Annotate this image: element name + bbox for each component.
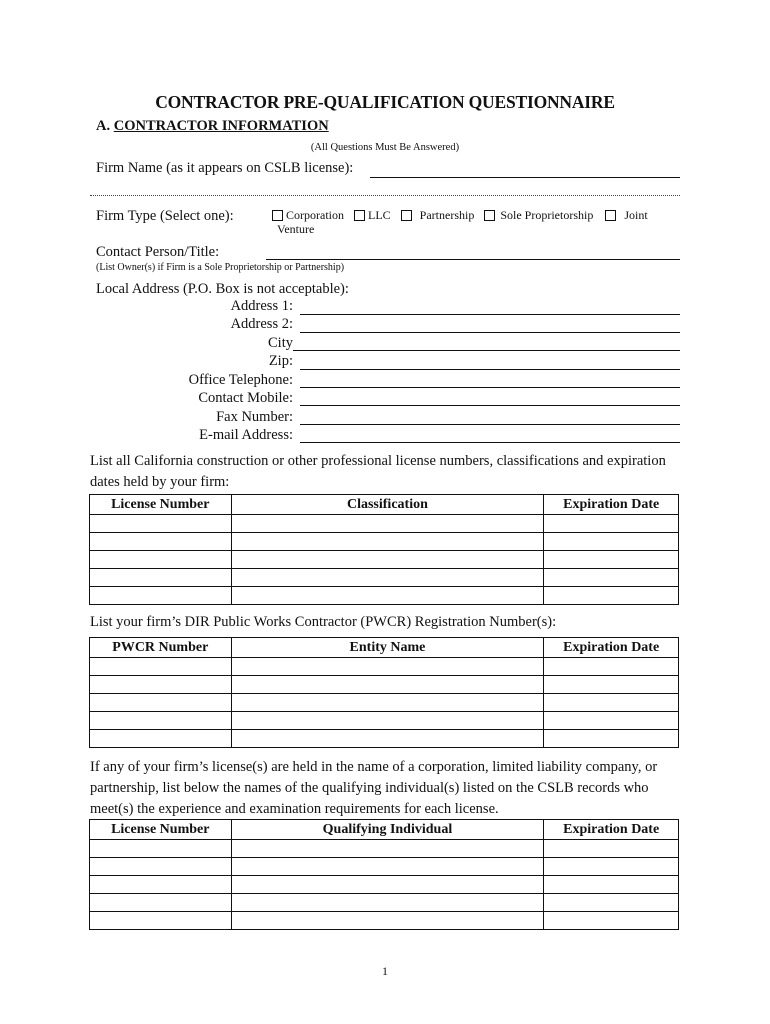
table-row bbox=[90, 840, 679, 858]
table-cell[interactable] bbox=[544, 587, 679, 605]
zip-label: Zip: bbox=[268, 353, 293, 369]
firm-name-continuation-line bbox=[90, 195, 680, 196]
table-cell[interactable] bbox=[90, 515, 232, 533]
firm-name-label: Firm Name (as it appears on CSLB license): bbox=[96, 160, 354, 176]
option-wrap-text: Venture bbox=[277, 222, 315, 236]
option-corporation[interactable]: Corporation bbox=[268, 208, 344, 223]
qualifier-table bbox=[89, 819, 679, 930]
option-sole-proprietorship[interactable]: Sole Proprietorship bbox=[478, 208, 593, 223]
table-cell[interactable] bbox=[544, 858, 679, 876]
section-name: CONTRACTOR INFORMATION bbox=[113, 118, 329, 134]
header-expiration-date: Expiration Date bbox=[544, 495, 679, 515]
table-cell[interactable] bbox=[90, 551, 232, 569]
city-input[interactable] bbox=[293, 334, 684, 354]
table-row bbox=[90, 712, 679, 730]
table-cell[interactable] bbox=[90, 712, 232, 730]
table-cell[interactable] bbox=[90, 876, 232, 894]
table-cell[interactable] bbox=[544, 840, 679, 858]
qualifier-intro: If any of your firm’s license(s) are held in the name of a corporation, limited liability company, or partnership, list below the names of the qualifying individual(s) listed on the CSLB records who meet(s) the experience and examination requirements for each license. bbox=[90, 759, 658, 817]
firm-type-options bbox=[268, 208, 648, 226]
table-header-row bbox=[90, 820, 679, 840]
table-cell[interactable] bbox=[544, 894, 679, 912]
table-row bbox=[90, 858, 679, 876]
header-classification: Classification bbox=[231, 495, 544, 515]
header-license-number: License Number bbox=[90, 495, 232, 515]
license-table bbox=[89, 494, 679, 605]
table-cell[interactable] bbox=[231, 694, 544, 712]
table-cell[interactable] bbox=[544, 569, 679, 587]
pwcr-intro: List your firm’s DIR Public Works Contractor (PWCR) Registration Number(s): bbox=[90, 614, 557, 630]
table-row bbox=[90, 569, 679, 587]
office-telephone-input[interactable] bbox=[300, 371, 684, 391]
table-cell[interactable] bbox=[231, 858, 544, 876]
table-cell[interactable] bbox=[90, 587, 232, 605]
table-cell[interactable] bbox=[231, 894, 544, 912]
contact-mobile-label: Contact Mobile: bbox=[198, 390, 293, 406]
table-row bbox=[90, 533, 679, 551]
checkbox-partnership[interactable] bbox=[401, 210, 412, 221]
office-telephone-label: Office Telephone: bbox=[188, 372, 293, 388]
local-address-label: Local Address (P.O. Box is not acceptable): bbox=[96, 281, 349, 297]
checkbox-joint-venture[interactable] bbox=[605, 210, 616, 221]
table-cell[interactable] bbox=[544, 533, 679, 551]
table-row bbox=[90, 587, 679, 605]
section-letter: A. bbox=[96, 118, 111, 134]
section-heading bbox=[96, 118, 329, 135]
header-expiration-date: Expiration Date bbox=[544, 820, 679, 840]
document-title: CONTRACTOR PRE-QUALIFICATION QUESTIONNAIRE bbox=[155, 92, 615, 112]
header-pwcr-number: PWCR Number bbox=[90, 638, 232, 658]
table-cell[interactable] bbox=[544, 551, 679, 569]
option-llc[interactable]: LLC bbox=[348, 208, 391, 223]
table-cell[interactable] bbox=[90, 569, 232, 587]
table-cell[interactable] bbox=[544, 876, 679, 894]
table-cell[interactable] bbox=[231, 712, 544, 730]
table-cell[interactable] bbox=[231, 587, 544, 605]
checkbox-corporation[interactable] bbox=[272, 210, 283, 221]
table-cell[interactable] bbox=[231, 840, 544, 858]
table-cell[interactable] bbox=[90, 858, 232, 876]
table-cell[interactable] bbox=[544, 676, 679, 694]
table-cell[interactable] bbox=[231, 876, 544, 894]
required-note: (All Questions Must Be Answered) bbox=[310, 142, 460, 153]
table-cell[interactable] bbox=[231, 676, 544, 694]
table-cell[interactable] bbox=[544, 658, 679, 676]
table-row bbox=[90, 730, 679, 748]
table-cell[interactable] bbox=[544, 712, 679, 730]
table-row bbox=[90, 894, 679, 912]
license-intro: List all California construction or other professional license numbers, classifications and expiration dates held by your firm: bbox=[90, 453, 666, 490]
header-expiration-date: Expiration Date bbox=[544, 638, 679, 658]
page-number: 1 bbox=[382, 964, 388, 978]
email-input[interactable] bbox=[300, 426, 684, 446]
checkbox-sole-proprietorship[interactable] bbox=[484, 210, 495, 221]
address1-label: Address 1: bbox=[230, 298, 293, 314]
fax-number-label: Fax Number: bbox=[216, 409, 293, 425]
city-label: City bbox=[268, 335, 293, 351]
table-cell[interactable] bbox=[231, 912, 544, 930]
table-cell[interactable] bbox=[544, 515, 679, 533]
option-partnership[interactable]: Partnership bbox=[395, 208, 475, 223]
table-cell[interactable] bbox=[90, 676, 232, 694]
table-cell[interactable] bbox=[90, 894, 232, 912]
contact-note: (List Owner(s) if Firm is a Sole Proprietorship or Partnership) bbox=[96, 262, 345, 273]
table-cell[interactable] bbox=[231, 569, 544, 587]
header-license-number: License Number bbox=[90, 820, 232, 840]
table-cell[interactable] bbox=[231, 533, 544, 551]
table-cell[interactable] bbox=[544, 694, 679, 712]
option-joint-venture[interactable]: Joint bbox=[597, 208, 647, 223]
table-cell[interactable] bbox=[544, 730, 679, 748]
contact-mobile-input[interactable] bbox=[300, 389, 684, 409]
table-cell[interactable] bbox=[544, 912, 679, 930]
table-cell[interactable] bbox=[90, 912, 232, 930]
table-row bbox=[90, 515, 679, 533]
email-label: E-mail Address: bbox=[199, 427, 293, 443]
table-cell[interactable] bbox=[90, 533, 232, 551]
address2-label: Address 2: bbox=[230, 316, 293, 332]
table-row bbox=[90, 912, 679, 930]
header-entity-name: Entity Name bbox=[231, 638, 544, 658]
fax-number-input[interactable] bbox=[300, 408, 684, 428]
table-row bbox=[90, 694, 679, 712]
table-header-row bbox=[90, 495, 679, 515]
pwcr-table bbox=[89, 637, 679, 748]
table-cell[interactable] bbox=[90, 658, 232, 676]
table-row bbox=[90, 551, 679, 569]
contact-person-label: Contact Person/Title: bbox=[96, 244, 220, 260]
table-cell[interactable] bbox=[231, 515, 544, 533]
table-row bbox=[90, 676, 679, 694]
table-cell[interactable] bbox=[90, 840, 232, 858]
header-qualifying-individual: Qualifying Individual bbox=[231, 820, 544, 840]
table-row bbox=[90, 658, 679, 676]
table-header-row bbox=[90, 638, 679, 658]
table-cell[interactable] bbox=[231, 551, 544, 569]
checkbox-llc[interactable] bbox=[354, 210, 365, 221]
table-cell[interactable] bbox=[231, 730, 544, 748]
table-row bbox=[90, 876, 679, 894]
firm-type-label: Firm Type (Select one): bbox=[96, 208, 234, 224]
table-cell[interactable] bbox=[231, 658, 544, 676]
table-cell[interactable] bbox=[90, 694, 232, 712]
table-cell[interactable] bbox=[90, 730, 232, 748]
